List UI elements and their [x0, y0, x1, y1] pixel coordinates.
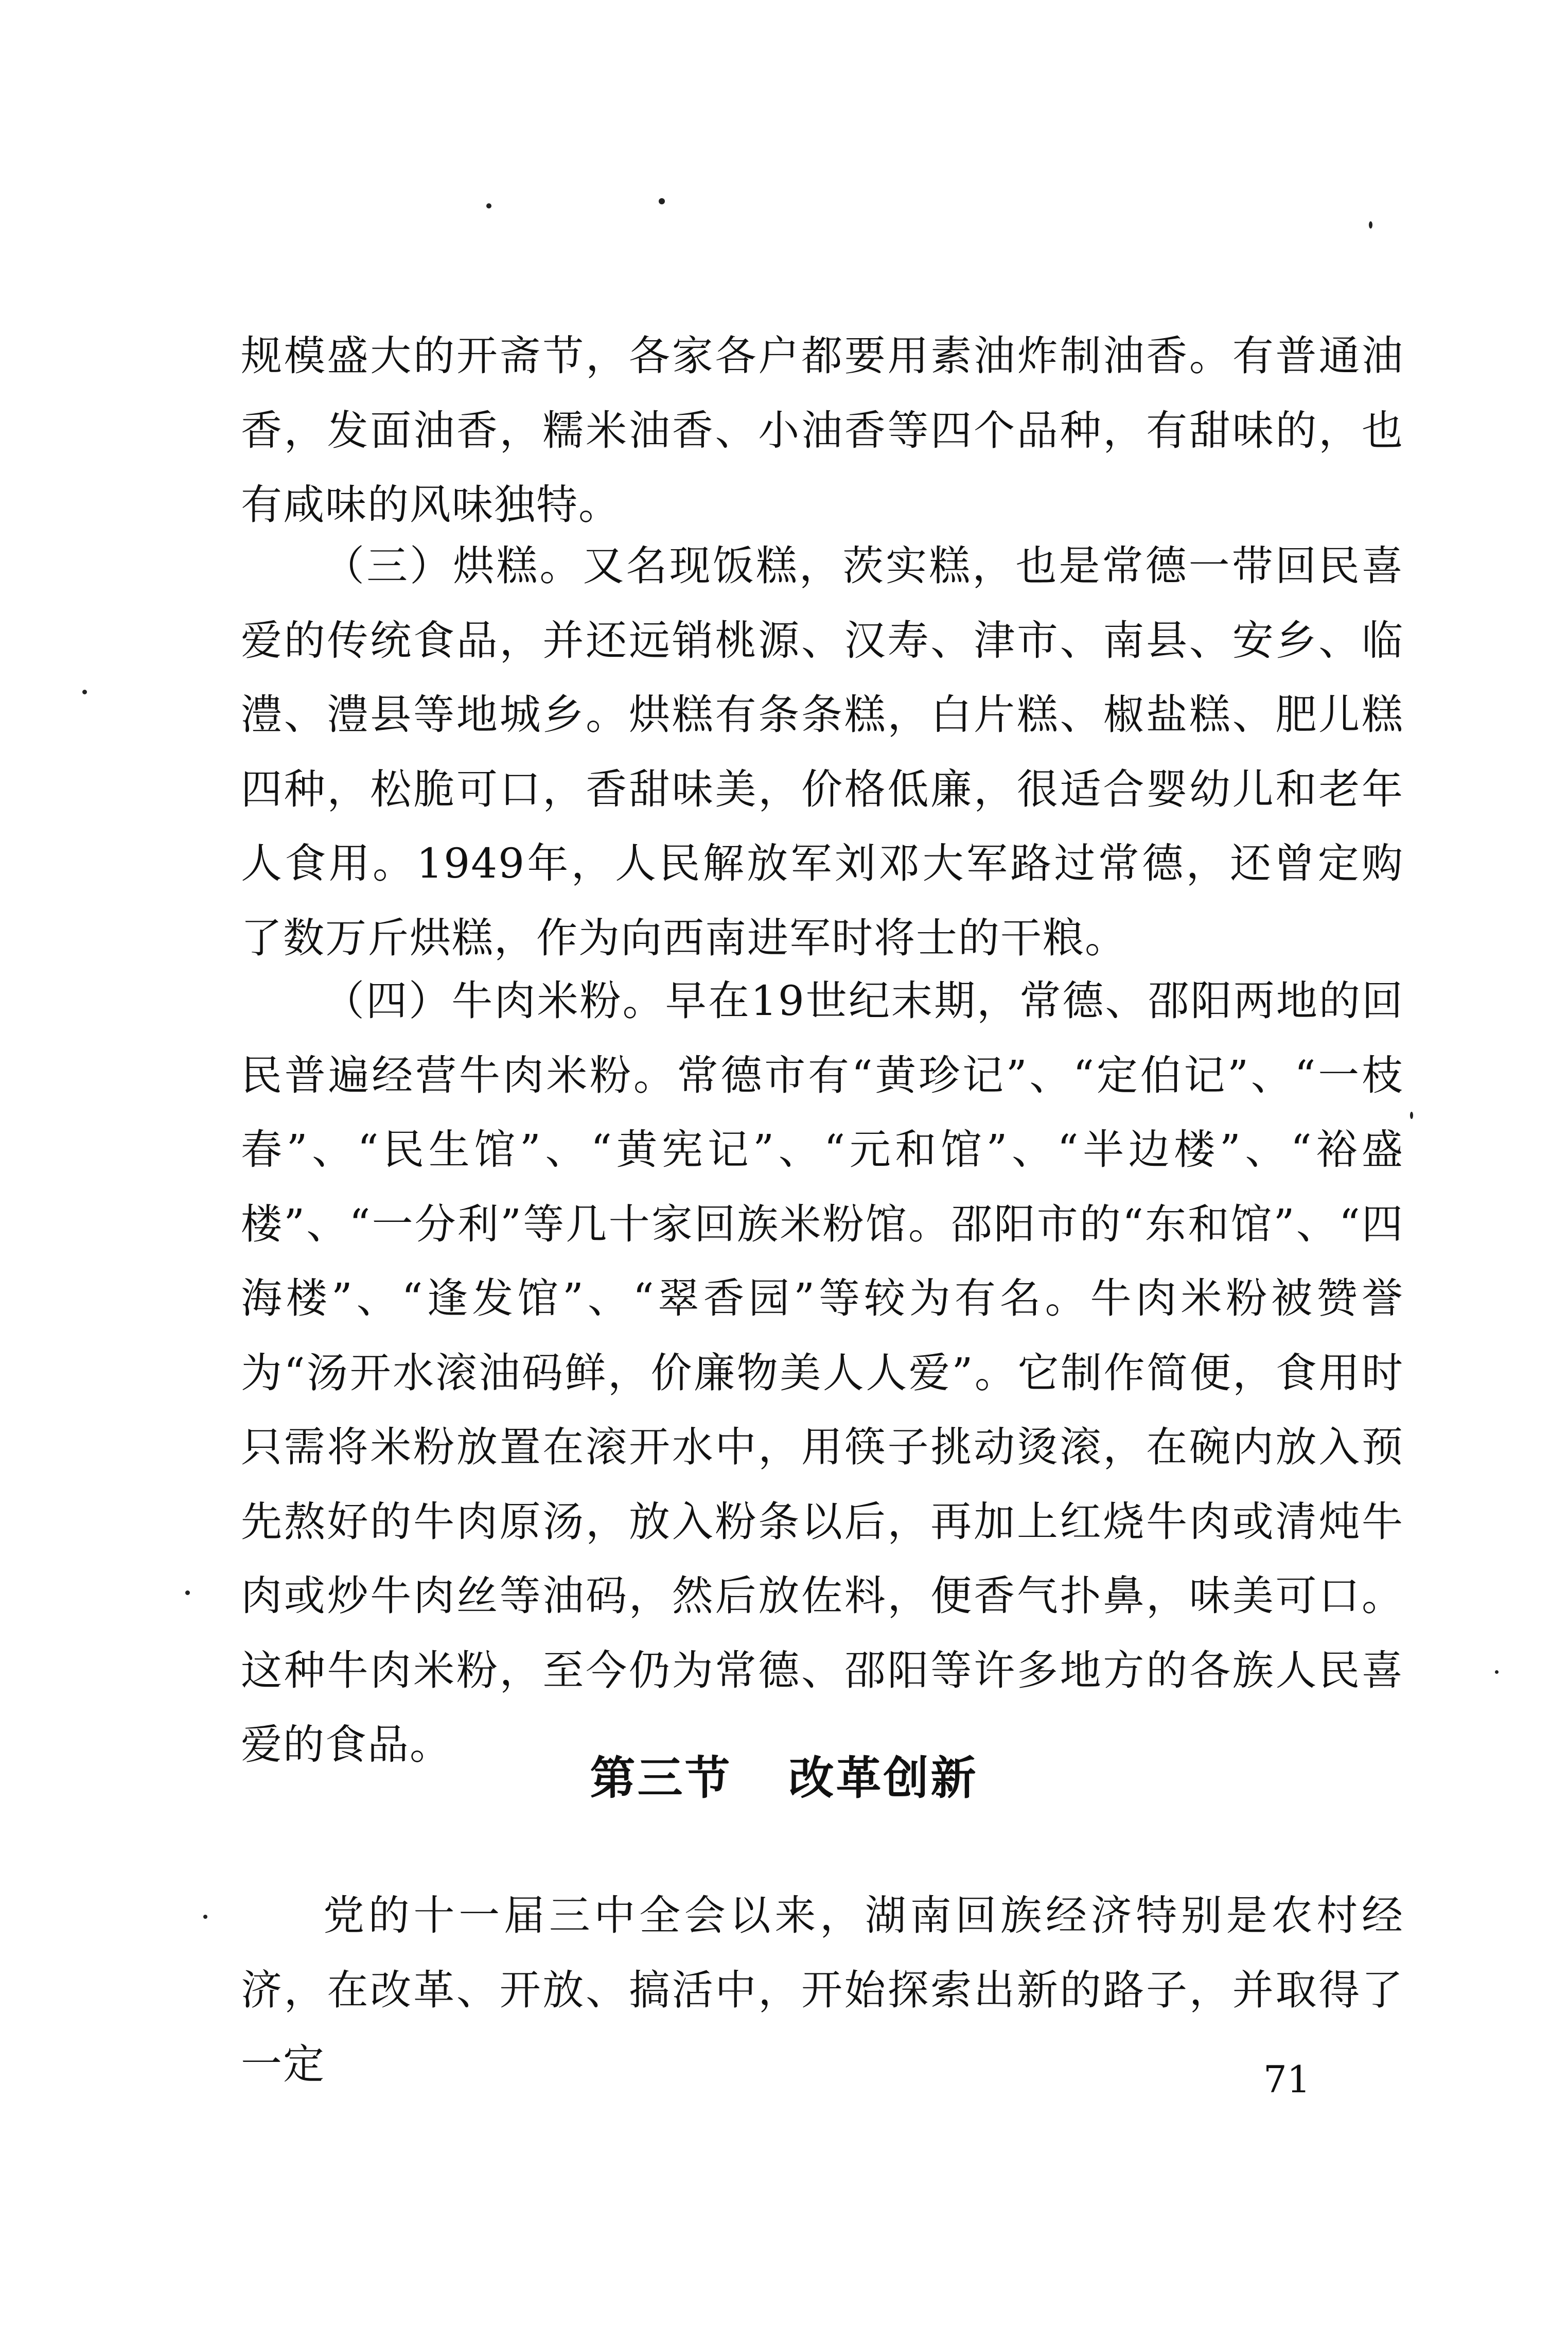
- scan-speck: [82, 690, 87, 694]
- paragraph-honggao: [241, 529, 1404, 975]
- scan-speck: [203, 1915, 207, 1919]
- scan-speck: [659, 198, 665, 204]
- paragraph-text: 规模盛大的开斋节，各家各户都要用素油炸制油香。有普通油香，发面油香，糯米油香、小油香等四个品种，有甜味的，也有咸味的风味独特。: [241, 332, 1404, 529]
- paragraph-text: （四）牛肉米粉。早在19世纪末期，常德、邵阳两地的回民普遍经营牛肉米粉。常德市有“黄珍记”、“定伯记”、“一枝春”、“民生馆”、“黄宪记”、“元和馆”、“半边楼”、“裕盛楼”、“一分利”等几十家回族米粉馆。邵阳市的“东和馆”、“四海楼”、“逢发馆”、“翠香园”等较为有名。牛肉米粉被赞誉为“汤开水滚油码鲜，价廉物美人人爱”。它制作简便，食用时只需将米粉放置在滚开水中，用筷子挑动烫滚，在碗内放入预先熬好的牛肉原汤，放入粉条以后，再加上红烧牛肉或清炖牛肉或炒牛肉丝等油码，然后放佐料，便香气扑鼻，味美可口。这种牛肉米粉，至今仍为常德、邵阳等许多地方的各族人民喜爱的食品。: [241, 977, 1404, 1769]
- section-heading: [0, 1747, 1568, 1809]
- paragraph-text: （三）烘糕。又名现饭糕，茨实糕，也是常德一带回民喜爱的传统食品，并还远销桃源、汉寿、津市、南县、安乡、临澧、澧县等地城乡。烘糕有条条糕，白片糕、椒盐糕、肥儿糕四种，松脆可口，香甜味美，价格低廉，很适合婴幼儿和老年人食用。1949年，人民解放军刘邓大军路过常德，还曾定购了数万斤烘糕，作为向西南进军时将士的干粮。: [241, 542, 1404, 962]
- paragraph-text: 党的十一届三中全会以来，湖南回族经济特别是农村经济，在改革、开放、搞活中，开始探索出新的路子，并取得了一定: [241, 1892, 1404, 2088]
- paragraph-youxiang-continued: [241, 319, 1404, 542]
- page-number: 71: [1263, 2058, 1311, 2101]
- section-title: 改革创新: [788, 1752, 978, 1805]
- scan-speck: [1369, 221, 1372, 229]
- scan-speck: [1410, 1112, 1413, 1119]
- paragraph-niurou-mifen: [241, 964, 1404, 1782]
- section-number: 第三节: [590, 1752, 732, 1805]
- scan-speck: [1495, 1670, 1499, 1674]
- scan-speck: [486, 203, 491, 208]
- scan-speck: [185, 1590, 190, 1595]
- paragraph-reform: [241, 1879, 1404, 2102]
